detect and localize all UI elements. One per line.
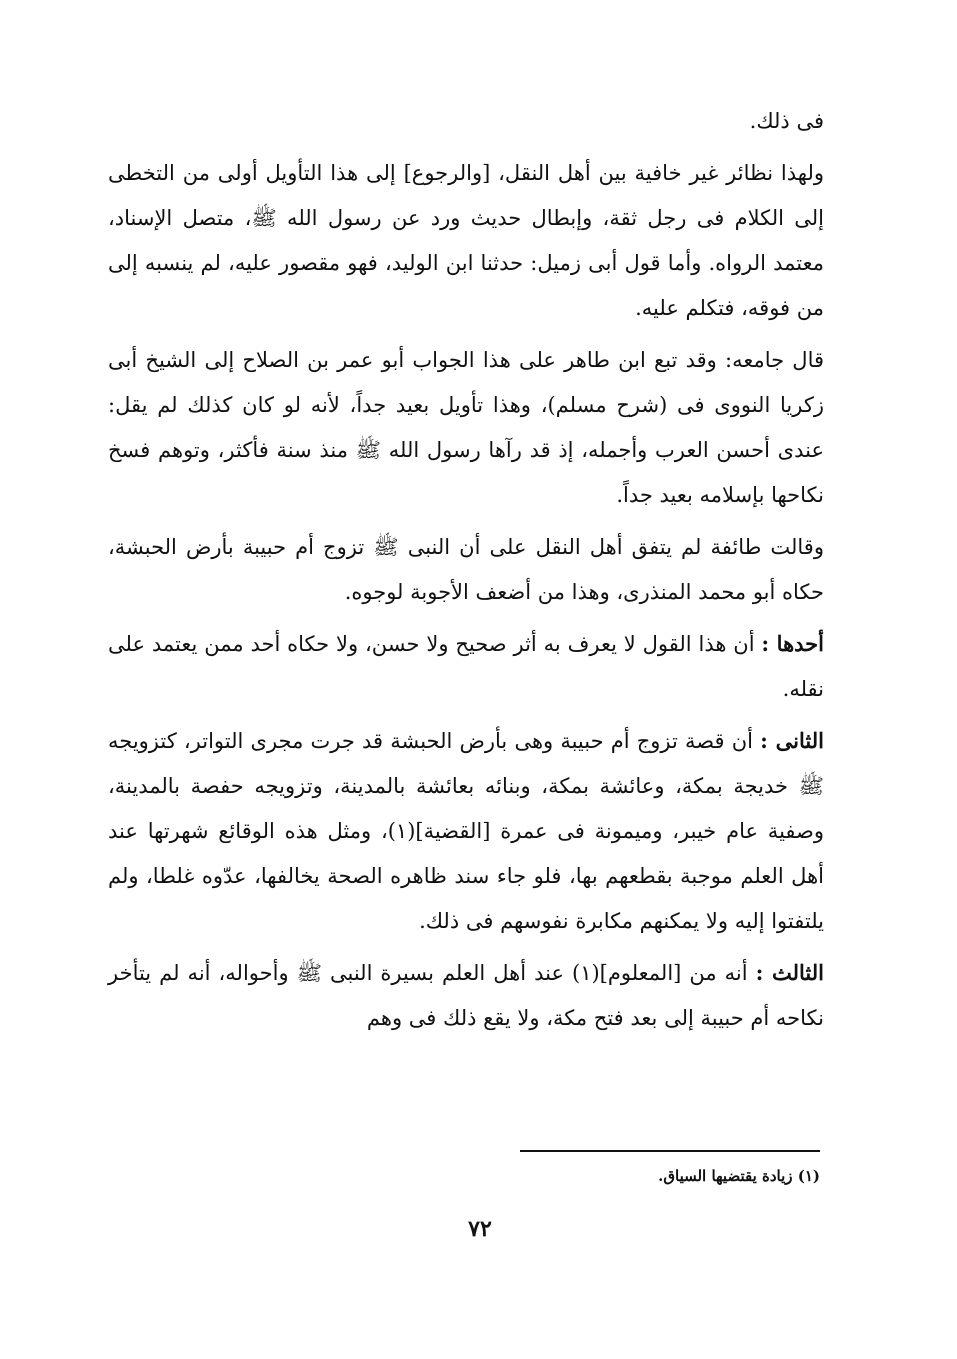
- main-text: [108, 98, 824, 1047]
- paragraph-4-text: وقالت طائفة لم يتفق أهل النقل على أن النبى ﷺ تزوج أم حبيبة بأرض الحبشة، حكاه أبو محمد المنذرى، وهذا من أضعف الأجوبة لوجوه.: [108, 535, 824, 604]
- paragraph-5-text: أن هذا القول لا يعرف به أثر صحيح ولا حسن، ولا حكاه أحد ممن يعتمد على نقله.: [108, 632, 824, 701]
- paragraph-2: [108, 150, 824, 331]
- paragraph-6-lead: الثانى :: [760, 728, 824, 753]
- paragraph-6: [108, 718, 824, 944]
- footnote: (١) زيادة يقتضيها السياق.: [658, 1167, 820, 1185]
- paragraph-3-text: قال جامعه: وقد تبع ابن طاهر على هذا الجواب أبو عمر بن الصلاح إلى الشيخ أبى زكريا النووى فى (شرح مسلم)، وهذا تأويل بعيد جداً، لأنه لو كان كذلك لم يقل: عندى أحسن العرب وأجمله، إذ قد رآها رسول الله ﷺ منذ سنة فأكثر، وتوهم فسخ نكاحها بإسلامه بعيد جداً.: [108, 348, 824, 507]
- paragraph-7: [108, 950, 824, 1041]
- page-number: ٧٢: [468, 1216, 492, 1242]
- paragraph-6-text: أن قصة تزوج أم حبيبة وهى بأرض الحبشة قد جرت مجرى التواتر، كتزويجه ﷺ خديجة بمكة، وعائشة بمكة، وبنائه بعائشة بالمدينة، وتزويجه حفصة بالمدينة، وصفية عام خيبر، وميمونة فى عمرة [القضية](١)، ومثل هذه الوقائع شهرتها عند أهل العلم موجبة بقطعهم بها، فلو جاء سند ظاهره الصحة يخالفها، عدّوه غلطا، ولم يلتفتوا إليه ولا يمكنهم مكابرة نفوسهم فى ذلك.: [108, 729, 825, 933]
- paragraph-7-text: أنه من [المعلوم](١) عند أهل العلم بسيرة النبى ﷺ وأحواله، أنه لم يتأخر نكاحه أم حبيبة إلى بعد فتح مكة، ولا يقع ذلك فى وهم: [108, 961, 824, 1030]
- paragraph-2-text: ولهذا نظائر غير خافية بين أهل النقل، [والرجوع] إلى هذا التأويل أولى من التخطى إلى الكلام فى رجل ثقة، وإبطال حديث ورد عن رسول الله ﷺ، متصل الإسناد، معتمد الرواه. وأما قول أبى زميل: حدثنا ابن الوليد، فهو مقصور عليه، لم ينسبه إلى من فوقه، فتكلم عليه.: [108, 161, 824, 320]
- paragraph-5: [108, 621, 824, 712]
- footnote-divider: [520, 1150, 820, 1152]
- paragraph-3: [108, 337, 824, 518]
- paragraph-1-text: فى ذلك.: [749, 109, 824, 133]
- paragraph-7-lead: الثالث :: [755, 960, 824, 985]
- paragraph-1: [108, 98, 824, 144]
- paragraph-4: [108, 524, 824, 615]
- paragraph-5-lead: أحدها :: [761, 631, 824, 656]
